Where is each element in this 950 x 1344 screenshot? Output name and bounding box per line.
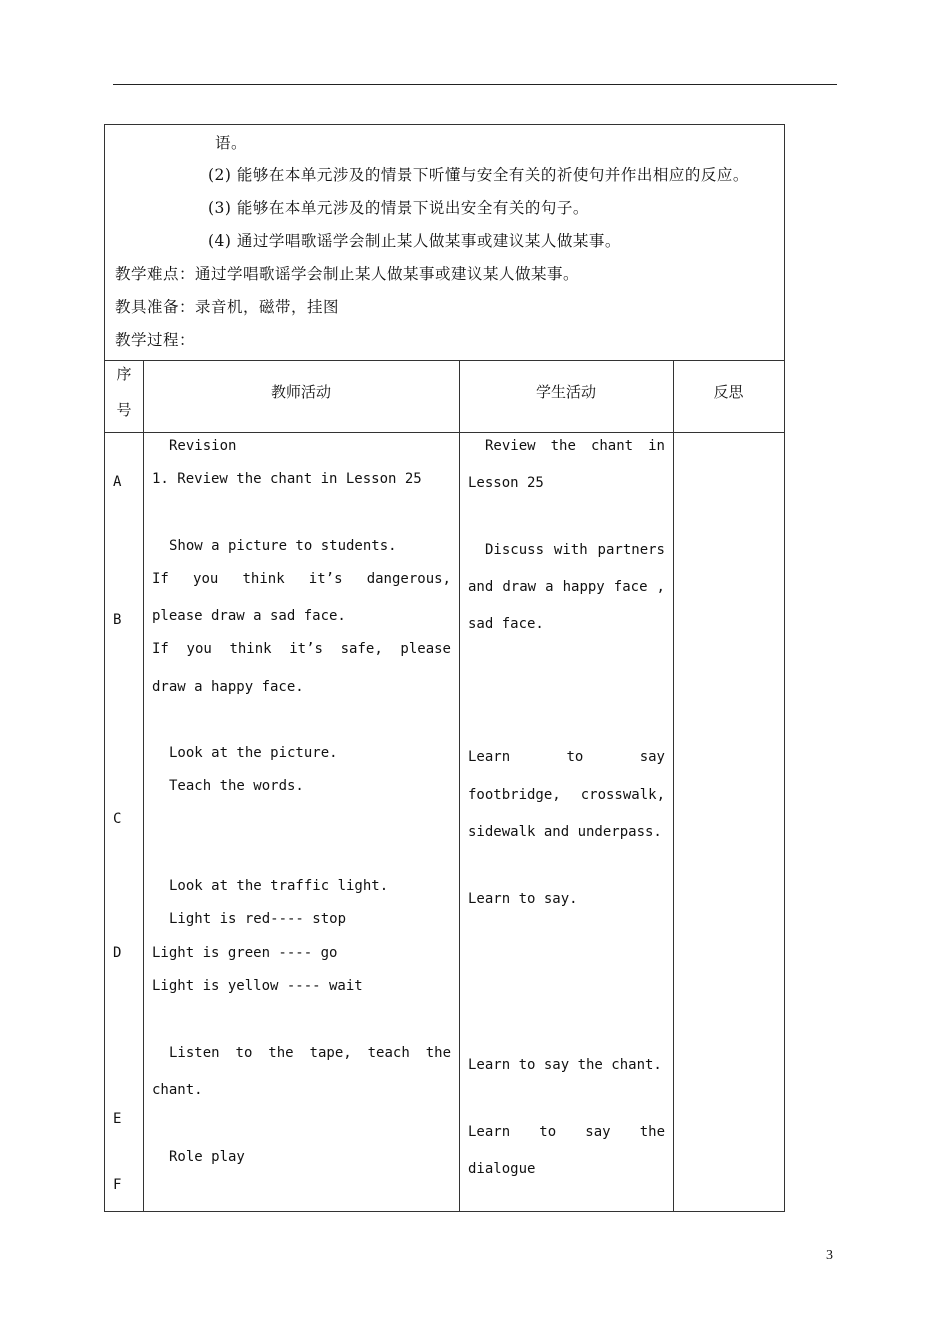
header-reflection: 反思	[713, 383, 744, 401]
teacher-line: Show a picture to students.	[169, 538, 397, 554]
teacher-line: chant.	[152, 1082, 203, 1098]
header-student-activity: 学生活动	[535, 383, 596, 401]
teacher-line: Teach the words.	[169, 778, 304, 794]
student-line: sidewalk and underpass.	[468, 824, 662, 840]
intro-line: (3) 能够在本单元涉及的情景下说出安全有关的句子。	[208, 199, 589, 217]
header-seq-1: 序	[116, 365, 132, 383]
teacher-line: Look at the picture.	[169, 745, 338, 761]
student-line: and draw a happy face ,	[468, 579, 665, 595]
row-label-f: F	[113, 1177, 122, 1193]
row-label-d: D	[113, 945, 122, 961]
header-rule	[113, 84, 837, 85]
student-line: sad face.	[468, 616, 544, 632]
teacher-line: Role play	[169, 1149, 245, 1165]
student-line: Lesson 25	[468, 475, 544, 491]
row-label-b: B	[113, 612, 122, 628]
header-seq-2: 号	[116, 401, 132, 419]
row-label-a: A	[113, 474, 122, 490]
teacher-line: Light is red---- stop	[169, 911, 347, 927]
header-divider	[105, 432, 784, 433]
column-divider	[459, 361, 460, 1211]
intro-line: 语。	[215, 134, 248, 152]
student-line: footbridge, crosswalk,	[468, 787, 665, 803]
teaching-aids: 教具准备：录音机，磁带，挂图	[115, 298, 340, 316]
teacher-line: Revision	[169, 438, 237, 454]
student-line: Review the chant in	[485, 438, 665, 454]
teacher-line: If you think it’s dangerous,	[152, 571, 451, 587]
teacher-line: Look at the traffic light.	[169, 878, 389, 894]
header-teacher-activity: 教师活动	[270, 383, 331, 401]
teacher-line: Light is yellow ---- wait	[152, 978, 363, 994]
column-divider	[673, 361, 674, 1211]
teacher-line: draw a happy face.	[152, 679, 304, 695]
student-line: Learn to say the chant.	[468, 1057, 662, 1073]
student-line: Discuss with partners	[485, 542, 665, 558]
page-number: 3	[826, 1248, 833, 1263]
teaching-process-label: 教学过程：	[115, 331, 196, 349]
column-divider	[143, 361, 144, 1211]
intro-line: (4) 通过学唱歌谣学会制止某人做某事或建议某人做某事。	[208, 232, 621, 250]
row-label-e: E	[113, 1111, 122, 1127]
student-line: Learn to say.	[468, 891, 578, 907]
teacher-line: please draw a sad face.	[152, 608, 346, 624]
intro-line: (2) 能够在本单元涉及的情景下听懂与安全有关的祈使句并作出相应的反应。	[208, 166, 749, 184]
teacher-line: 1. Review the chant in Lesson 25	[152, 471, 422, 487]
student-line: Learn to say	[468, 749, 665, 765]
student-line: Learn to say the	[468, 1124, 665, 1140]
lesson-table	[104, 360, 785, 1212]
intro-section	[104, 124, 785, 361]
teacher-line: If you think it’s safe, please	[152, 641, 451, 657]
teaching-difficulty: 教学难点：通过学唱歌谣学会制止某人做某事或建议某人做某事。	[115, 265, 580, 283]
row-label-c: C	[113, 811, 122, 827]
student-line: dialogue	[468, 1161, 536, 1177]
teacher-line: Listen to the tape, teach the	[169, 1045, 451, 1061]
teacher-line: Light is green ---- go	[152, 945, 338, 961]
